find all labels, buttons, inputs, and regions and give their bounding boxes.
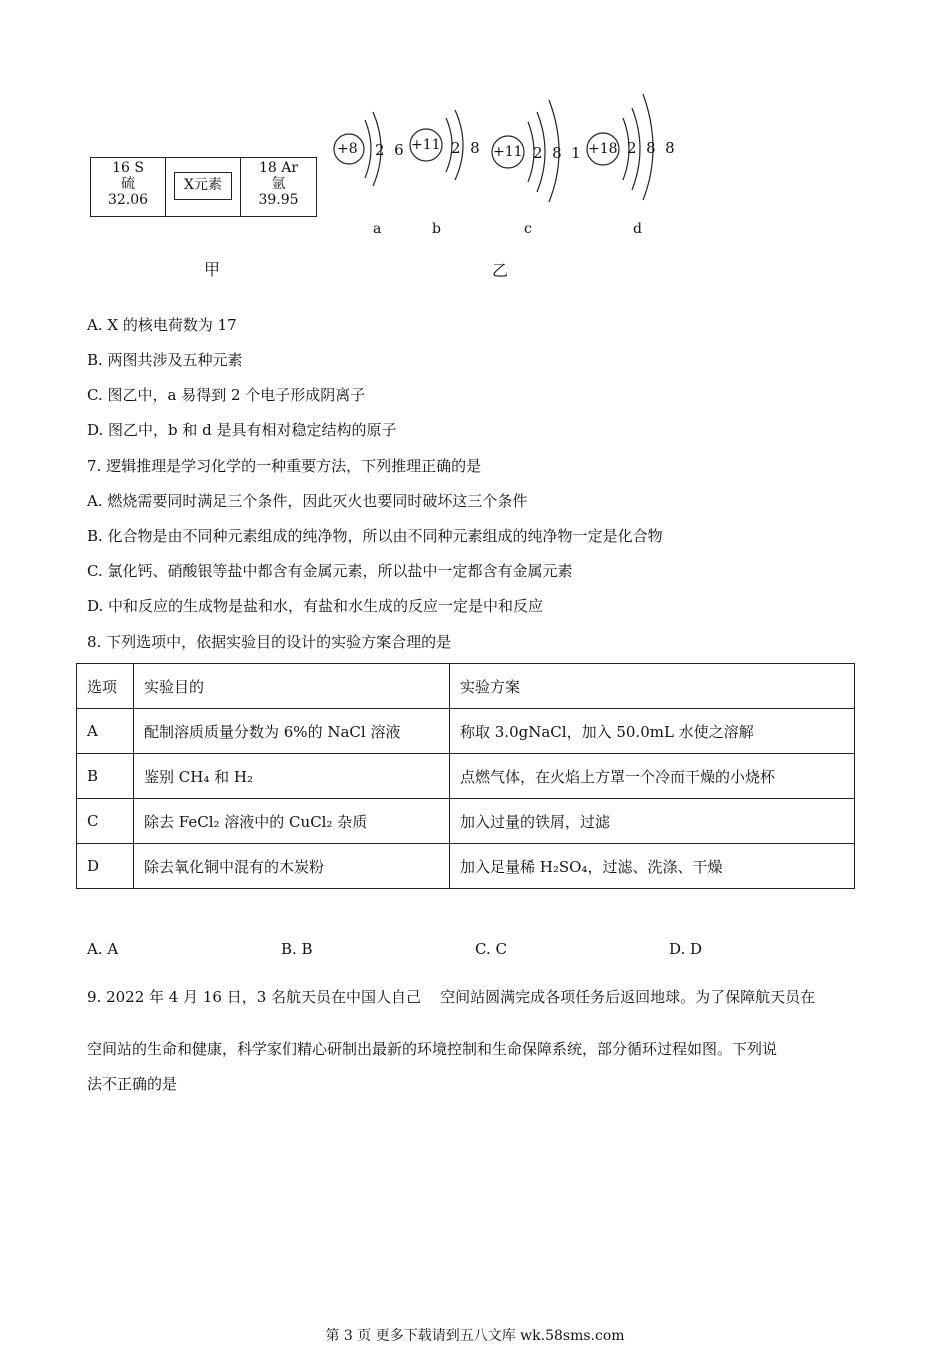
atom-a-nucleus: +8 xyxy=(337,141,358,157)
atom-a-shells: 2 6 xyxy=(375,141,404,159)
row-option: C xyxy=(77,799,134,844)
figure-yi-label: 乙 xyxy=(492,261,509,280)
atom-a-label: a xyxy=(373,221,382,237)
q6-option-b: B. 两图共涉及五种元素 xyxy=(87,351,243,369)
row-option: D xyxy=(77,844,134,889)
row-plan: 称取 3.0gNaCl，加入 50.0mL 水使之溶解 xyxy=(450,709,855,754)
atom-c-nucleus: +11 xyxy=(493,144,523,160)
atom-d-shells: 2 8 8 xyxy=(627,139,675,157)
row-goal: 除去氧化铜中混有的木炭粉 xyxy=(134,844,450,889)
q9-line1: 9. 2022 年 4 月 16 日，3 名航天员在中国人自己 空间站圆满完成各项任务后返回地球。为了保障航天员在 xyxy=(87,988,816,1006)
header-option: 选项 xyxy=(77,664,134,709)
x-element-label: X元素 xyxy=(174,172,232,200)
q8-answer-d: D. D xyxy=(669,940,703,958)
atomic-mass: 39.95 xyxy=(258,192,299,208)
q6-option-d: D. 图乙中，b 和 d 是具有相对稳定结构的原子 xyxy=(87,421,397,439)
table-row xyxy=(77,799,855,844)
q8-stem: 8. 下列选项中，依据实验目的设计的实验方案合理的是 xyxy=(87,633,452,651)
row-goal: 鉴别 CH₄ 和 H₂ xyxy=(134,754,450,799)
atom-c-label: c xyxy=(524,221,532,237)
q6-option-c: C. 图乙中，a 易得到 2 个电子形成阴离子 xyxy=(87,386,366,404)
atom-d-nucleus: +18 xyxy=(588,141,618,157)
atom-b-nucleus: +11 xyxy=(411,137,441,153)
atom-b-shells: 2 8 xyxy=(451,139,480,157)
q9-line3: 法不正确的是 xyxy=(87,1075,178,1093)
atom-c-shells: 2 8 1 xyxy=(533,144,581,162)
q8-answer-a: A. A xyxy=(87,940,119,958)
q7-option-a: A. 燃烧需要同时满足三个条件，因此灭火也要同时破坏这三个条件 xyxy=(87,492,528,510)
atom-b-label: b xyxy=(432,221,441,237)
q7-option-d: D. 中和反应的生成物是盐和水，有盐和水生成的反应一定是中和反应 xyxy=(87,597,544,615)
q8-answer-b: B. B xyxy=(281,940,313,958)
q6-option-a: A. X 的核电荷数为 17 xyxy=(87,316,237,334)
figure-jia-label: 甲 xyxy=(204,260,221,279)
experiment-table xyxy=(76,663,855,889)
row-plan: 加入足量稀 H₂SO₄，过滤、洗涤、干燥 xyxy=(450,844,855,889)
q7-option-b: B. 化合物是由不同种元素组成的纯净物，所以由不同种元素组成的纯净物一定是化合物 xyxy=(87,527,663,545)
atomic-mass: 32.06 xyxy=(107,192,149,208)
q7-stem: 7. 逻辑推理是学习化学的一种重要方法，下列推理正确的是 xyxy=(87,457,482,475)
element-cell-x xyxy=(166,158,241,216)
atomic-number-symbol: 18 Ar xyxy=(258,160,299,176)
element-cell-argon xyxy=(241,158,316,216)
row-option: B xyxy=(77,754,134,799)
row-plan: 加入过量的铁屑，过滤 xyxy=(450,799,855,844)
row-plan: 点燃气体，在火焰上方罩一个冷而干燥的小烧杯 xyxy=(450,754,855,799)
element-name: 氩 xyxy=(271,176,286,192)
q9-line2: 空间站的生命和健康，科学家们精心研制出最新的环境控制和生命保障系统，部分循环过程如图。下列说 xyxy=(87,1040,778,1058)
table-row xyxy=(77,844,855,889)
element-cell-sulfur xyxy=(91,158,166,216)
header-plan: 实验方案 xyxy=(450,664,855,709)
header-goal: 实验目的 xyxy=(134,664,450,709)
table-row xyxy=(77,754,855,799)
q7-option-c: C. 氯化钙、硝酸银等盐中都含有金属元素，所以盐中一定都含有金属元素 xyxy=(87,562,573,580)
page-footer: 第 3 页 更多下载请到五八文库 wk.58sms.com xyxy=(325,1328,625,1344)
table-header-row xyxy=(77,664,855,709)
table-row xyxy=(77,709,855,754)
element-name: 硫 xyxy=(121,176,135,192)
row-goal: 配制溶质质量分数为 6%的 NaCl 溶液 xyxy=(134,709,450,754)
atomic-number-symbol: 16 S xyxy=(112,160,144,176)
periodic-table-fragment xyxy=(90,157,317,217)
row-goal: 除去 FeCl₂ 溶液中的 CuCl₂ 杂质 xyxy=(134,799,450,844)
q8-answer-c: C. C xyxy=(475,940,507,958)
atom-d-label: d xyxy=(633,221,642,237)
row-option: A xyxy=(77,709,134,754)
